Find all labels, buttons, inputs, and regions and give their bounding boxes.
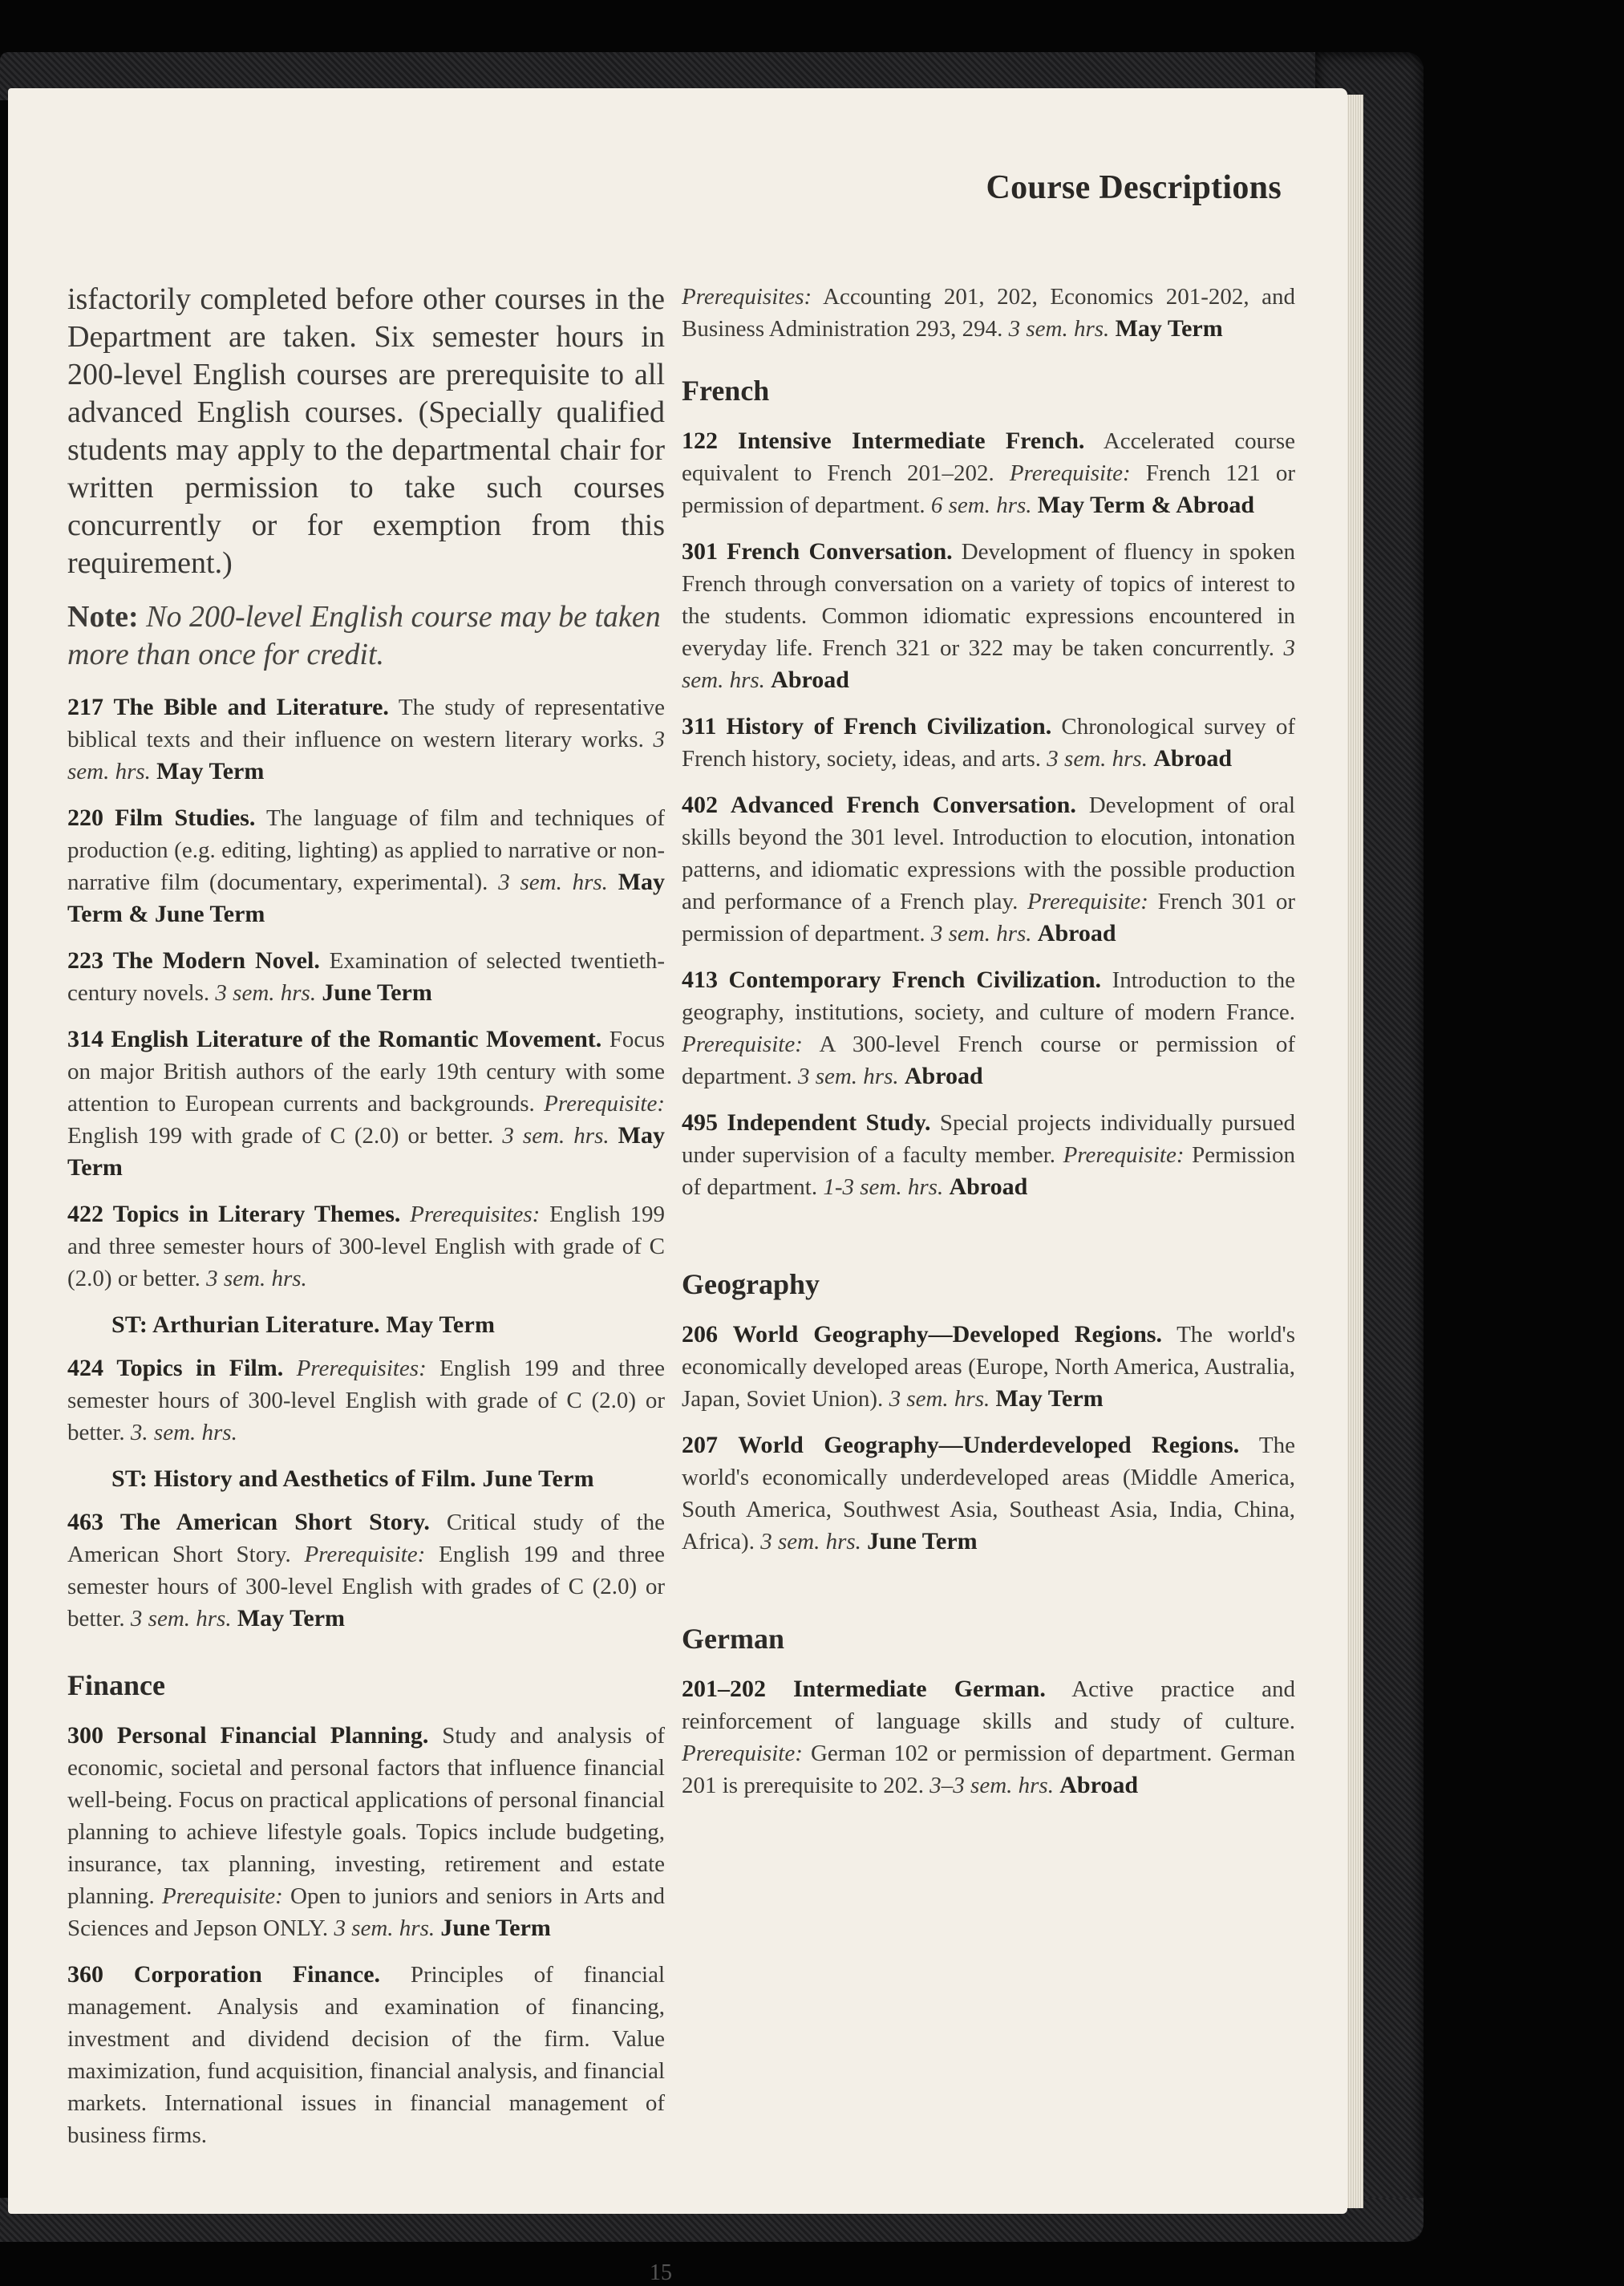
- course-hours: 6 sem. hrs.: [930, 492, 1032, 518]
- section-heading-french: French: [682, 375, 770, 407]
- course-number: 311: [682, 713, 717, 740]
- prerequisite-text: French 301 or permission of department.: [682, 889, 1296, 946]
- course-entry-continued: [682, 281, 1295, 345]
- course-entry: [67, 945, 665, 1009]
- course-title: The Bible and Literature.: [113, 694, 389, 720]
- course-entry: [67, 1352, 665, 1449]
- course-description: Critical study of the American Short Story.: [67, 1510, 665, 1567]
- prerequisite-label: Prerequisite:: [161, 1883, 283, 1909]
- course-entry: [67, 691, 665, 788]
- course-title: World Geography—Underdeveloped Regions.: [738, 1432, 1240, 1458]
- course-entry: [67, 1023, 665, 1184]
- course-title: History of French Civilization.: [726, 713, 1052, 740]
- prerequisite-label: Prerequisite:: [682, 1032, 803, 1057]
- course-hours: 3 sem. hrs.: [215, 980, 317, 1006]
- course-entry: [682, 536, 1295, 696]
- course-entry: [67, 1506, 665, 1635]
- course-hours: 3 sem. hrs.: [130, 1606, 232, 1631]
- course-description: Focus on major British authors of the early 19th century with some attention to European currents and backgrounds.: [67, 1027, 666, 1117]
- course-number: 217: [67, 694, 103, 720]
- course-number: 463: [67, 1509, 103, 1535]
- course-term: Abroad: [771, 667, 849, 693]
- note-label: Note:: [67, 600, 139, 634]
- prerequisite-text: German 102 or permission of department. German 201 is prerequisite to 202.: [682, 1741, 1295, 1798]
- course-hours: 3 sem. hrs.: [502, 1123, 610, 1149]
- course-term: May Term: [156, 758, 265, 784]
- prerequisite-label: Prerequisite:: [1027, 889, 1148, 914]
- course-hours: 3. sem. hrs.: [130, 1420, 237, 1445]
- course-term: June Term: [867, 1528, 978, 1554]
- prerequisite-label: Prerequisites:: [682, 284, 812, 310]
- course-entry: [682, 1673, 1295, 1802]
- section-heading-german: German: [682, 1623, 784, 1655]
- course-title: The American Short Story.: [119, 1509, 430, 1535]
- course-term: May Term & June Term: [67, 869, 666, 927]
- course-description: The world's economically developed areas (Europe, North America, Australia, Japan, Soviet Union).: [682, 1322, 1295, 1412]
- course-number: 300: [67, 1722, 103, 1749]
- section-heading-finance: Finance: [67, 1669, 165, 1701]
- course-description: Special projects individually pursued under supervision of a faculty member.: [682, 1110, 1296, 1168]
- left-column: [67, 281, 665, 2166]
- course-description: Principles of financial management. Analysis and examination of financing, investment and dividend decision of the firm. Value maximization, fund acquisition, financial analysis, and financial markets. International issues in financial management of business firms.: [67, 1962, 666, 2148]
- course-entry: [682, 425, 1295, 521]
- course-term: May Term: [237, 1605, 345, 1631]
- course-title: Corporation Finance.: [133, 1961, 381, 1988]
- course-term: May Term & Abroad: [1037, 492, 1255, 518]
- course-entry: [682, 964, 1295, 1092]
- note: [67, 598, 665, 674]
- course-number: 424: [67, 1355, 103, 1381]
- course-term: Abroad: [1059, 1772, 1139, 1798]
- course-title: Contemporary French Civilization.: [728, 967, 1102, 993]
- course-description: Active practice and reinforcement of language skills and study of culture.: [682, 1676, 1295, 1734]
- page-number: 15: [650, 2260, 672, 2285]
- course-hours: 3 sem. hrs.: [67, 727, 666, 784]
- course-description: Development of fluency in spoken French through conversation on a variety of topics of interest to the students. Common idiomatic expressions encountered in everyday life. French 321 or 322 may be taken concurrently.: [682, 539, 1296, 661]
- course-entry: [67, 802, 665, 930]
- course-entry: [67, 1959, 665, 2151]
- course-term: Abroad: [1153, 745, 1233, 772]
- course-entry: [67, 1198, 665, 1295]
- prerequisite-text: English 199 and three semester hours of 300-level English with grade of C (2.0) or better.: [67, 1356, 665, 1445]
- catalog-page: [8, 88, 1347, 2285]
- course-hours: 3 sem. hrs.: [760, 1529, 861, 1554]
- prerequisite-text: Open to juniors and seniors in Arts and Sciences and Jepson ONLY.: [67, 1883, 666, 1941]
- course-number: 402: [682, 792, 718, 818]
- prerequisite-label: Prerequisites:: [296, 1356, 427, 1381]
- course-description: Development of oral skills beyond the 301 level. Introduction to elocution, intonation patterns, and idiomatic expressions with the possible production and performance of a French play.: [682, 792, 1296, 914]
- course-term: May Term: [995, 1385, 1104, 1412]
- course-entry: [67, 1720, 665, 1944]
- course-hours: 3 sem. hrs.: [930, 921, 1032, 946]
- course-hours: 1-3 sem. hrs.: [823, 1174, 944, 1200]
- course-number: 422: [67, 1201, 103, 1227]
- prerequisite-label: Prerequisite:: [304, 1542, 426, 1567]
- course-title: Topics in Literary Themes.: [112, 1201, 401, 1227]
- course-hours: 3 sem. hrs.: [682, 635, 1295, 693]
- course-description: The world's economically underdeveloped areas (Middle America, South America, Southwest Asia, Southeast Asia, India, China, Africa).: [682, 1433, 1295, 1554]
- special-topic: ST: Arthurian Literature. May Term: [111, 1311, 496, 1338]
- course-term: June Term: [322, 979, 432, 1006]
- course-hours: 3 sem. hrs.: [889, 1386, 990, 1412]
- course-hours: 3 sem. hrs.: [498, 869, 608, 895]
- course-number: 413: [682, 967, 718, 993]
- course-description: Examination of selected twentieth-century novels.: [67, 948, 666, 1006]
- course-number: 220: [67, 805, 103, 831]
- course-term: May Term: [67, 1122, 665, 1181]
- course-title: Intermediate German.: [792, 1676, 1046, 1702]
- intro-paragraph: isfactorily completed before other courses in the Department are taken. Six semester hours in 200-level English courses are prerequisite to all advanced English courses. (Specially qualified students may apply to the departmental chair for written permission to take such courses concurrently or for exemption from this requirement.): [67, 282, 665, 580]
- course-title: Topics in Film.: [116, 1355, 284, 1381]
- prerequisite-text: French 121 or permission of department.: [682, 460, 1296, 518]
- prerequisite-label: Prerequisite:: [1063, 1142, 1185, 1168]
- note-text: No 200-level English course may be taken more than once for credit.: [67, 600, 661, 671]
- course-title: Personal Financial Planning.: [116, 1722, 429, 1749]
- course-entry: [682, 789, 1295, 950]
- course-entry: [682, 1319, 1295, 1415]
- course-title: The Modern Novel.: [112, 947, 320, 974]
- course-number: 495: [682, 1109, 718, 1136]
- prerequisite-text: Permission of department.: [682, 1142, 1295, 1200]
- course-number: 207: [682, 1432, 718, 1458]
- prerequisite-text: A 300-level French course or permission of department.: [682, 1032, 1295, 1089]
- course-description: The language of film and techniques of production (e.g. editing, lighting) as applied to narrative or non-narrative film (documentary, experimental).: [67, 805, 665, 895]
- prerequisite-text: English 199 with grade of C (2.0) or better.: [67, 1123, 494, 1149]
- course-number: 223: [67, 947, 103, 974]
- course-number: 206: [682, 1321, 718, 1348]
- course-description: The study of representative biblical texts and their influence on western literary works.: [67, 695, 665, 752]
- prerequisite-label: Prerequisite:: [1009, 460, 1131, 486]
- course-title: Film Studies.: [115, 805, 256, 831]
- course-description: Chronological survey of French history, society, ideas, and arts.: [682, 714, 1296, 772]
- section-heading-geography: Geography: [682, 1268, 820, 1300]
- course-hours: 3 sem. hrs.: [1008, 316, 1110, 342]
- course-title: English Literature of the Romantic Movement.: [111, 1026, 602, 1052]
- prerequisite-label: Prerequisite:: [682, 1741, 803, 1766]
- course-entry: [682, 1107, 1295, 1203]
- course-description: Study and analysis of economic, societal and personal factors that influence financial well-being. Focus on practical applications of personal financial planning to achieve lifestyle goals. Topics include budgeting, insurance, tax planning, investing, retirement and estate planning.: [67, 1723, 665, 1909]
- course-term: June Term: [440, 1915, 551, 1941]
- course-title: World Geography—Developed Regions.: [732, 1321, 1162, 1348]
- course-hours: 3 sem. hrs.: [206, 1266, 307, 1291]
- course-term: Abroad: [904, 1063, 983, 1089]
- course-number: 122: [682, 428, 718, 454]
- course-number: 201–202: [682, 1676, 766, 1702]
- course-description: Introduction to the geography, institutions, society, and culture of modern France.: [682, 967, 1296, 1025]
- course-title: French Conversation.: [727, 538, 953, 565]
- course-entry: [682, 1429, 1295, 1558]
- course-description: Accelerated course equivalent to French 201–202.: [682, 428, 1296, 486]
- course-term: May Term: [1115, 315, 1223, 342]
- prerequisite-text: English 199 and three semester hours of 300-level English with grade of C (2.0) or better.: [67, 1202, 666, 1291]
- course-title: Independent Study.: [727, 1109, 931, 1136]
- right-column: [682, 281, 1295, 1816]
- course-number: 301: [682, 538, 718, 565]
- course-title: Intensive Intermediate French.: [738, 428, 1085, 454]
- course-hours: 3 sem. hrs.: [1047, 746, 1148, 772]
- course-hours: 3 sem. hrs.: [334, 1915, 435, 1941]
- course-hours: 3 sem. hrs.: [797, 1064, 899, 1089]
- special-topic: ST: History and Aesthetics of Film. June Term: [111, 1465, 594, 1492]
- prerequisite-label: Prerequisite:: [544, 1091, 666, 1117]
- prerequisite-label: Prerequisites:: [410, 1202, 541, 1227]
- page-header: Course Descriptions: [986, 169, 1282, 206]
- prerequisite-text: Accounting 201, 202, Economics 201-202, and Business Administration 293, 294.: [682, 284, 1295, 342]
- course-term: Abroad: [1037, 920, 1116, 946]
- course-title: Advanced French Conversation.: [730, 792, 1076, 818]
- course-term: Abroad: [949, 1173, 1028, 1200]
- course-hours: 3–3 sem. hrs.: [929, 1773, 1054, 1798]
- prerequisite-text: English 199 and three semester hours of 300-level English with grades of C (2.0) or better.: [67, 1542, 665, 1631]
- course-number: 314: [67, 1026, 103, 1052]
- course-number: 360: [67, 1961, 103, 1988]
- course-entry: [682, 711, 1295, 775]
